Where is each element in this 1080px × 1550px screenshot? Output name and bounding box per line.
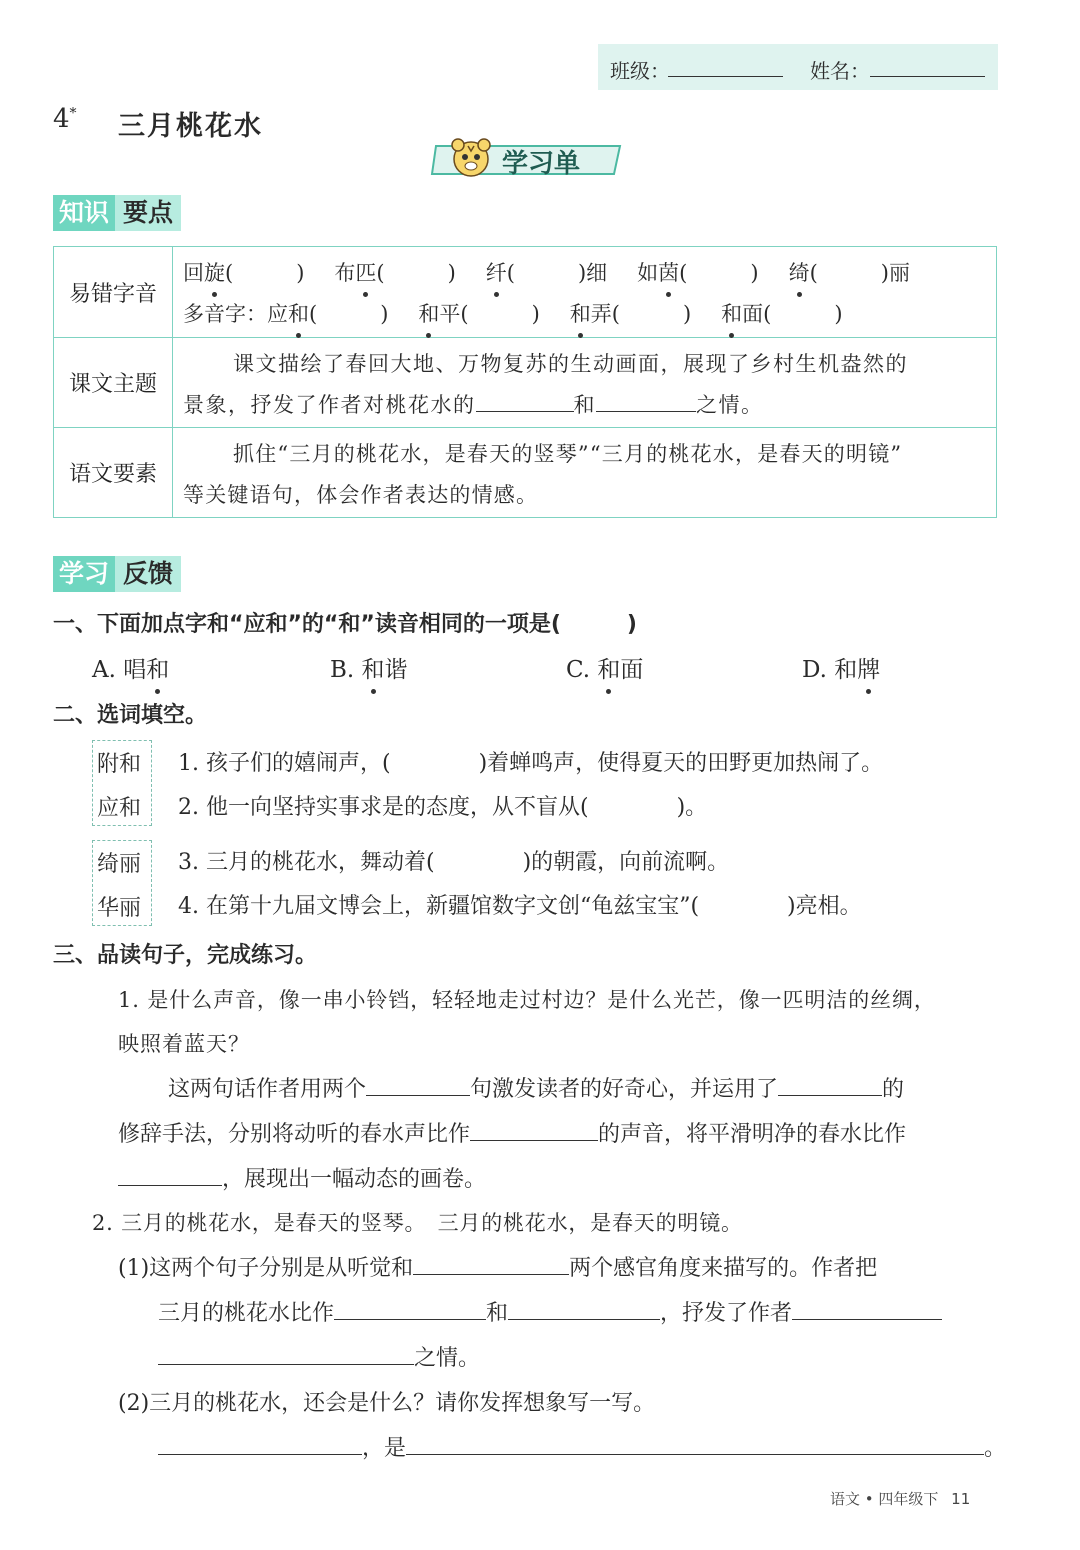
footer-text: 语文 • 四年级下 bbox=[830, 1490, 939, 1508]
option-label: B. bbox=[330, 657, 362, 683]
pronunciation-line-1 bbox=[183, 257, 940, 287]
blank[interactable] bbox=[158, 1342, 414, 1365]
pronunciation-item bbox=[183, 261, 304, 285]
knowledge-badge bbox=[53, 195, 181, 231]
text: ( ) bbox=[309, 302, 389, 326]
pronunciation-item bbox=[334, 261, 455, 285]
word-box-1 bbox=[92, 740, 152, 826]
theme-line-2: 景象，抒发了作者对桃花水的 和 之情。 bbox=[183, 389, 764, 419]
word-option: 华丽 bbox=[97, 896, 142, 921]
blank[interactable] bbox=[470, 1118, 598, 1141]
element-line-1: 抓住“三月的桃花水，是春天的竖琴”“三月的桃花水，是春天的明镜” bbox=[233, 442, 903, 466]
pronunciation-item bbox=[789, 261, 910, 285]
row-head: 易错字音 bbox=[54, 247, 173, 338]
q1-option bbox=[802, 651, 880, 684]
dotted-char: 绮 bbox=[789, 257, 810, 287]
dotted-char: 纤 bbox=[486, 257, 507, 287]
dotted-char: 和 bbox=[418, 298, 439, 328]
text: ( ) bbox=[225, 261, 305, 285]
text: 唱 bbox=[123, 657, 147, 683]
blank[interactable] bbox=[778, 1073, 882, 1096]
feedback-badge bbox=[53, 556, 181, 592]
text: 平( ) bbox=[439, 302, 540, 326]
text: 应 bbox=[267, 302, 288, 326]
text: 布 bbox=[334, 261, 356, 285]
dotted-char: 和 bbox=[721, 298, 742, 328]
blank[interactable] bbox=[792, 1297, 942, 1320]
text: 和 bbox=[834, 657, 858, 683]
polyphone-item bbox=[721, 302, 842, 326]
q2-item-1: 1. 孩子们的嬉闹声，( )着蝉鸣声，使得夏天的田野更加热闹了。 bbox=[178, 751, 884, 776]
polyphone-item bbox=[418, 302, 539, 326]
class-name-strip bbox=[598, 44, 998, 90]
q3-1-line-c: 这两句话作者用两个 句激发读者的好奇心，并运用了 的 bbox=[168, 1072, 904, 1103]
word-option: 绮丽 bbox=[97, 852, 142, 877]
q1-option bbox=[566, 651, 643, 684]
study-sheet-banner bbox=[430, 132, 625, 182]
name-label: 姓名： bbox=[810, 59, 870, 83]
question-3: 三、品读句子，完成练习。 bbox=[53, 943, 318, 968]
option-label: C. bbox=[566, 657, 598, 683]
table-row bbox=[54, 428, 997, 518]
theme-cell bbox=[173, 338, 997, 428]
sheet-title: 学习单 bbox=[502, 149, 581, 179]
table-row bbox=[54, 338, 997, 428]
badge-part-b: 要点 bbox=[115, 195, 181, 231]
blank[interactable] bbox=[596, 389, 696, 412]
text: ( ) bbox=[376, 261, 456, 285]
pronunciation-cell bbox=[173, 247, 997, 338]
pronunciation-item bbox=[637, 261, 758, 285]
page-footer bbox=[830, 1488, 970, 1509]
word-box-2 bbox=[92, 840, 152, 926]
blank[interactable] bbox=[476, 389, 574, 412]
q3-1-line-e: ，展现出一幅动态的画卷。 bbox=[118, 1162, 486, 1193]
question-2: 二、选词填空。 bbox=[53, 703, 208, 728]
badge-part-b: 反馈 bbox=[115, 556, 181, 592]
polyphone-item bbox=[570, 302, 691, 326]
word-option: 应和 bbox=[97, 796, 142, 821]
q3-1-line-b: 映照着蓝天？ bbox=[118, 1032, 250, 1056]
blank[interactable] bbox=[413, 1252, 569, 1275]
dotted-char: 和 bbox=[146, 651, 169, 684]
pronunciation-line-2 bbox=[183, 298, 873, 328]
q1-option bbox=[330, 651, 408, 684]
tiger-mascot-icon bbox=[448, 134, 494, 180]
element-line-2: 等关键语句，体会作者表达的情感。 bbox=[183, 483, 539, 507]
polyphone-item bbox=[267, 302, 388, 326]
pronunciation-item bbox=[486, 261, 607, 285]
knowledge-table bbox=[53, 246, 997, 518]
text: ( )细 bbox=[506, 261, 608, 285]
lesson-title: 三月桃花水 bbox=[118, 111, 263, 142]
lesson-number: 4* bbox=[53, 104, 77, 134]
q2-item-4: 4. 在第十九届文博会上，新疆馆数字文创“龟兹宝宝”( )亮相。 bbox=[178, 894, 862, 919]
question-1: 一、下面加点字和“应和”的“和”读音相同的一项是( ) bbox=[53, 612, 637, 637]
text: ( )丽 bbox=[809, 261, 910, 285]
blank[interactable] bbox=[118, 1163, 222, 1186]
dotted-char: 和 bbox=[362, 651, 385, 684]
class-field[interactable] bbox=[668, 76, 783, 77]
q3-2-line-f: ，是 。 bbox=[158, 1431, 1006, 1462]
element-cell bbox=[173, 428, 997, 518]
q3-2-line-b: (1)这两个句子分别是从听觉和 两个感官角度来描写的。作者把 bbox=[118, 1251, 877, 1282]
blank[interactable] bbox=[406, 1432, 984, 1455]
page-number: 11 bbox=[951, 1490, 971, 1508]
dotted-char: 和 bbox=[597, 651, 620, 684]
polyphone-label: 多音字： bbox=[183, 302, 267, 326]
dotted-char: 和 bbox=[288, 298, 309, 328]
badge-part-a: 知识 bbox=[53, 195, 115, 231]
blank[interactable] bbox=[158, 1432, 362, 1455]
word-option: 附和 bbox=[97, 752, 142, 777]
q3-2-line-c: 三月的桃花水比作 和 ，抒发了作者 bbox=[158, 1296, 942, 1327]
q1-option bbox=[92, 651, 169, 684]
q3-1-line-d: 修辞手法，分别将动听的春水声比作 的声音，将平滑明净的春水比作 bbox=[118, 1117, 906, 1148]
dotted-char: 茵 bbox=[658, 257, 679, 287]
theme-line-1: 课文描绘了春回大地、万物复苏的生动画面，展现了乡村生机盎然的 bbox=[233, 352, 908, 376]
blank[interactable] bbox=[334, 1297, 486, 1320]
text: 面( ) bbox=[742, 302, 843, 326]
dotted-char: 旋 bbox=[204, 257, 225, 287]
text: 如 bbox=[637, 261, 659, 285]
q2-item-3: 3. 三月的桃花水，舞动着( )的朝霞，向前流啊。 bbox=[178, 850, 730, 875]
option-label: A. bbox=[92, 657, 124, 683]
q3-2-line-d: 之情。 bbox=[158, 1341, 480, 1372]
q3-1-line-a: 1. 是什么声音，像一串小铃铛，轻轻地走过村边？是什么光芒，像一匹明洁的丝绸， bbox=[118, 988, 936, 1012]
q3-2-line-a: 2. 三月的桃花水，是春天的竖琴。 三月的桃花水，是春天的明镜。 bbox=[92, 1211, 743, 1235]
text: 面 bbox=[620, 657, 644, 683]
row-head: 课文主题 bbox=[54, 338, 173, 428]
text: 弄( ) bbox=[590, 302, 692, 326]
name-field[interactable] bbox=[870, 76, 985, 77]
text: 回 bbox=[183, 261, 204, 285]
q3-2-line-e: (2)三月的桃花水，还会是什么？请你发挥想象写一写。 bbox=[118, 1391, 656, 1416]
class-label: 班级： bbox=[610, 59, 670, 83]
row-head: 语文要素 bbox=[54, 428, 173, 518]
text: 谐 bbox=[384, 657, 408, 683]
blank[interactable] bbox=[366, 1073, 470, 1096]
dotted-char: 和 bbox=[570, 298, 591, 328]
badge-part-a: 学习 bbox=[53, 556, 115, 592]
dotted-char: 牌 bbox=[857, 651, 880, 684]
text: ( ) bbox=[679, 261, 759, 285]
option-label: D. bbox=[802, 657, 835, 683]
q2-item-2: 2. 他一向坚持实事求是的态度，从不盲从( )。 bbox=[178, 795, 708, 820]
dotted-char: 匹 bbox=[355, 257, 376, 287]
blank[interactable] bbox=[508, 1297, 660, 1320]
table-row bbox=[54, 247, 997, 338]
